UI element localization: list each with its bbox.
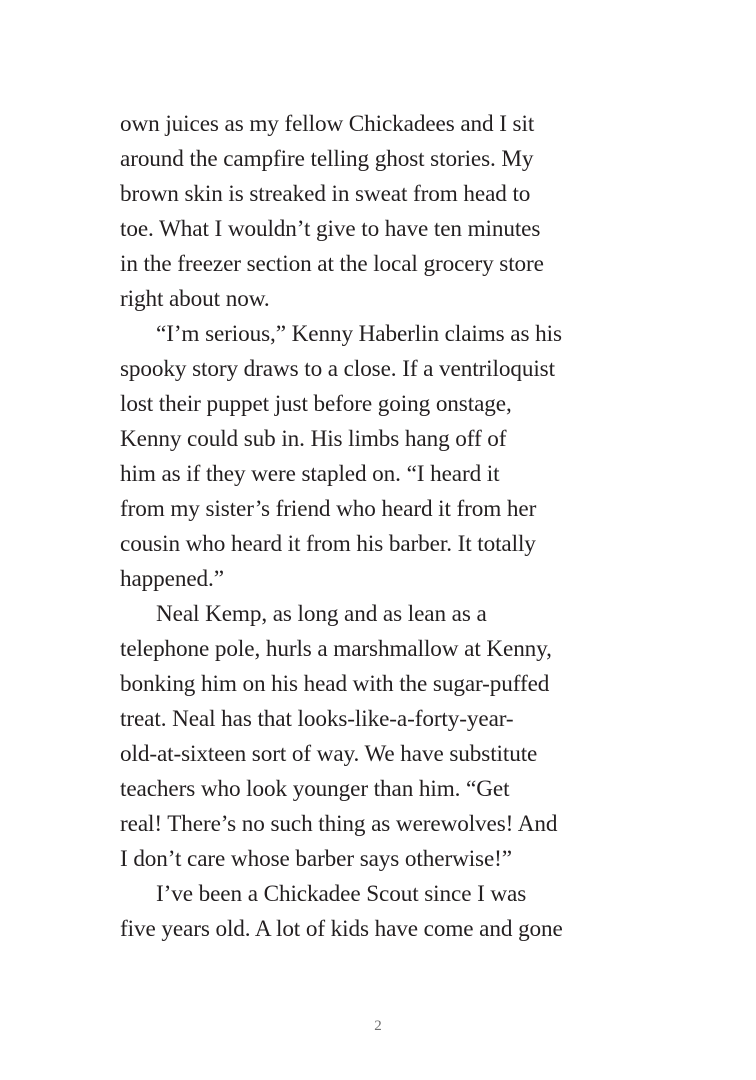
text-line: I don’t care whose barber says otherwise!” [120,846,512,872]
text-line: telephone pole, hurls a marshmallow at Kenny, [120,636,552,662]
text-line: five years old. A lot of kids have come and gone [120,916,563,942]
text-line: spooky story draws to a close. If a ventriloquist [120,356,555,382]
text-line: right about now. [120,286,270,312]
body-text [120,107,600,947]
text-line: Neal Kemp, as long and as lean as a [156,601,487,627]
text-line: treat. Neal has that looks-like-a-forty-year- [120,706,514,732]
text-line: from my sister’s friend who heard it from her [120,496,537,522]
text-line: Kenny could sub in. His limbs hang off of [120,426,507,452]
text-line: cousin who heard it from his barber. It totally [120,531,536,557]
text-line: “I’m serious,” Kenny Haberlin claims as his [156,321,562,347]
text-line: around the campfire telling ghost stories. My [120,146,534,172]
text-line: him as if they were stapled on. “I heard it [120,461,500,487]
text-line: real! There’s no such thing as werewolves! And [120,811,558,837]
text-line: teachers who look younger than him. “Get [120,776,510,802]
text-line: toe. What I wouldn’t give to have ten minutes [120,216,541,242]
text-line: in the freezer section at the local grocery store [120,251,544,277]
text-line: lost their puppet just before going onstage, [120,391,512,417]
text-line: brown skin is streaked in sweat from head to [120,181,531,207]
text-line: happened.” [120,566,224,592]
text-line: old-at-sixteen sort of way. We have substitute [120,741,538,767]
text-line: I’ve been a Chickadee Scout since I was [156,881,527,907]
text-line: own juices as my fellow Chickadees and I sit [120,111,535,137]
page-number: 2 [374,1018,382,1034]
text-line: bonking him on his head with the sugar-puffed [120,671,550,697]
